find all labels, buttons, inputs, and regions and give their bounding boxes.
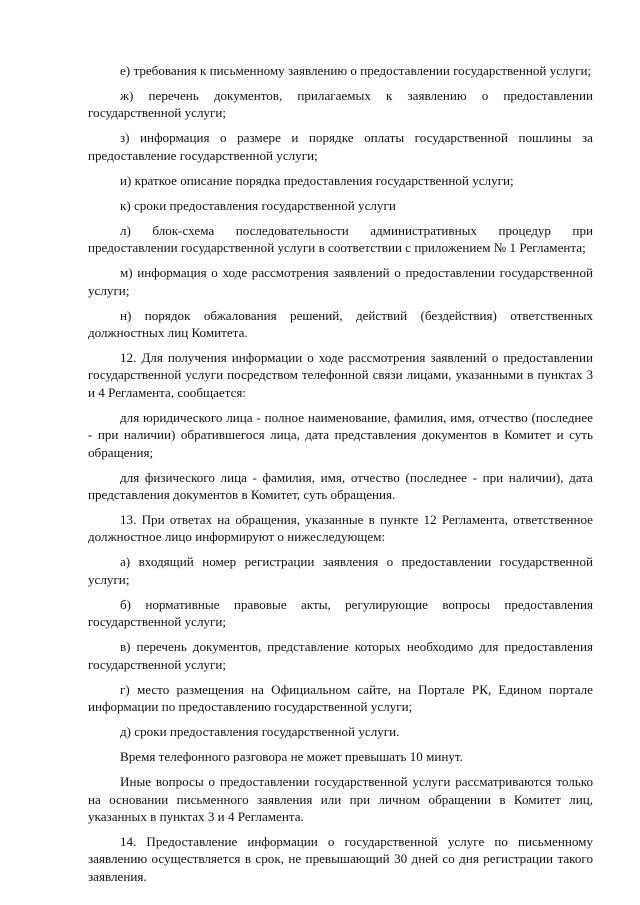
paragraph-n: н) порядок обжалования решений, действий (бездействия) ответственных должностных лиц Комитета.	[88, 307, 593, 341]
document-page	[88, 62, 593, 893]
paragraph-i: и) краткое описание порядка предоставления государственной услуги;	[120, 172, 514, 188]
paragraph-v: в) перечень документов, представление которых необходимо для предоставления государственной услуги;	[88, 639, 593, 672]
paragraph-zh: ж) перечень документов, прилагаемых к заявлению о предоставлении государственной услуги;	[88, 88, 593, 121]
paragraph-k: к) сроки предоставления государственной услуги	[120, 197, 396, 213]
paragraph-call-duration: Время телефонного разговора не может превышать 10 минут.	[120, 749, 463, 765]
paragraph-other-questions: Иные вопросы о предоставлении государственной услуги рассматриваются только на основании письменного заявления или при личном обращении в Комитет лиц, указанных в пунктах 3 и 4 Регламента.	[88, 774, 593, 824]
paragraph-14: 14. Предоставление информации о государственной услуге по письменному заявлению осуществляется в срок, не превышающий 30 дней со дня регистрации такого заявления.	[88, 833, 593, 884]
paragraph-legal-entity: для юридического лица - полное наименование, фамилия, имя, отчество (последнее - при наличии) обратившегося лица, дата представления документов в Комитет и суть обращения;	[88, 409, 593, 460]
paragraph-e: е) требования к письменному заявлению о предоставлении государственной услуги;	[120, 63, 592, 78]
paragraph-g: г) место размещения на Официальном сайте, на Портале РК, Едином портале информации по предоставлению государственной услуги;	[88, 681, 593, 715]
paragraph-m: м) информация о ходе рассмотрения заявлений о предоставлении государственной услуги;	[88, 265, 593, 298]
paragraph-individual: для физического лица - фамилия, имя, отчество (последнее - при наличии), дата представления документов в Комитет, суть обращения.	[88, 469, 593, 503]
paragraph-13: 13. При ответах на обращения, указанные в пункте 12 Регламента, ответственное должностное лицо информируют о нижеследующем:	[88, 512, 593, 545]
paragraph-d: д) сроки предоставления государственной услуги.	[120, 724, 400, 740]
paragraph-a: а) входящий номер регистрации заявления о предоставлении государственной услуги;	[88, 554, 593, 587]
paragraph-b: б) нормативные правовые акты, регулирующие вопросы предоставления государственной услуги;	[88, 596, 593, 630]
paragraph-12: 12. Для получения информации о ходе рассмотрения заявлений о предоставлении государственной услуги посредством телефонной связи лицами, указанными в пунктах 3 и 4 Регламента, сообщается:	[88, 350, 593, 400]
paragraph-l: л) блок-схема последовательности административных процедур при предоставлении государственной услуги в соответствии с приложением № 1 Регламента;	[88, 222, 593, 256]
paragraph-z: з) информация о размере и порядке оплаты государственной пошлины за предоставление государственной услуги;	[88, 130, 593, 163]
